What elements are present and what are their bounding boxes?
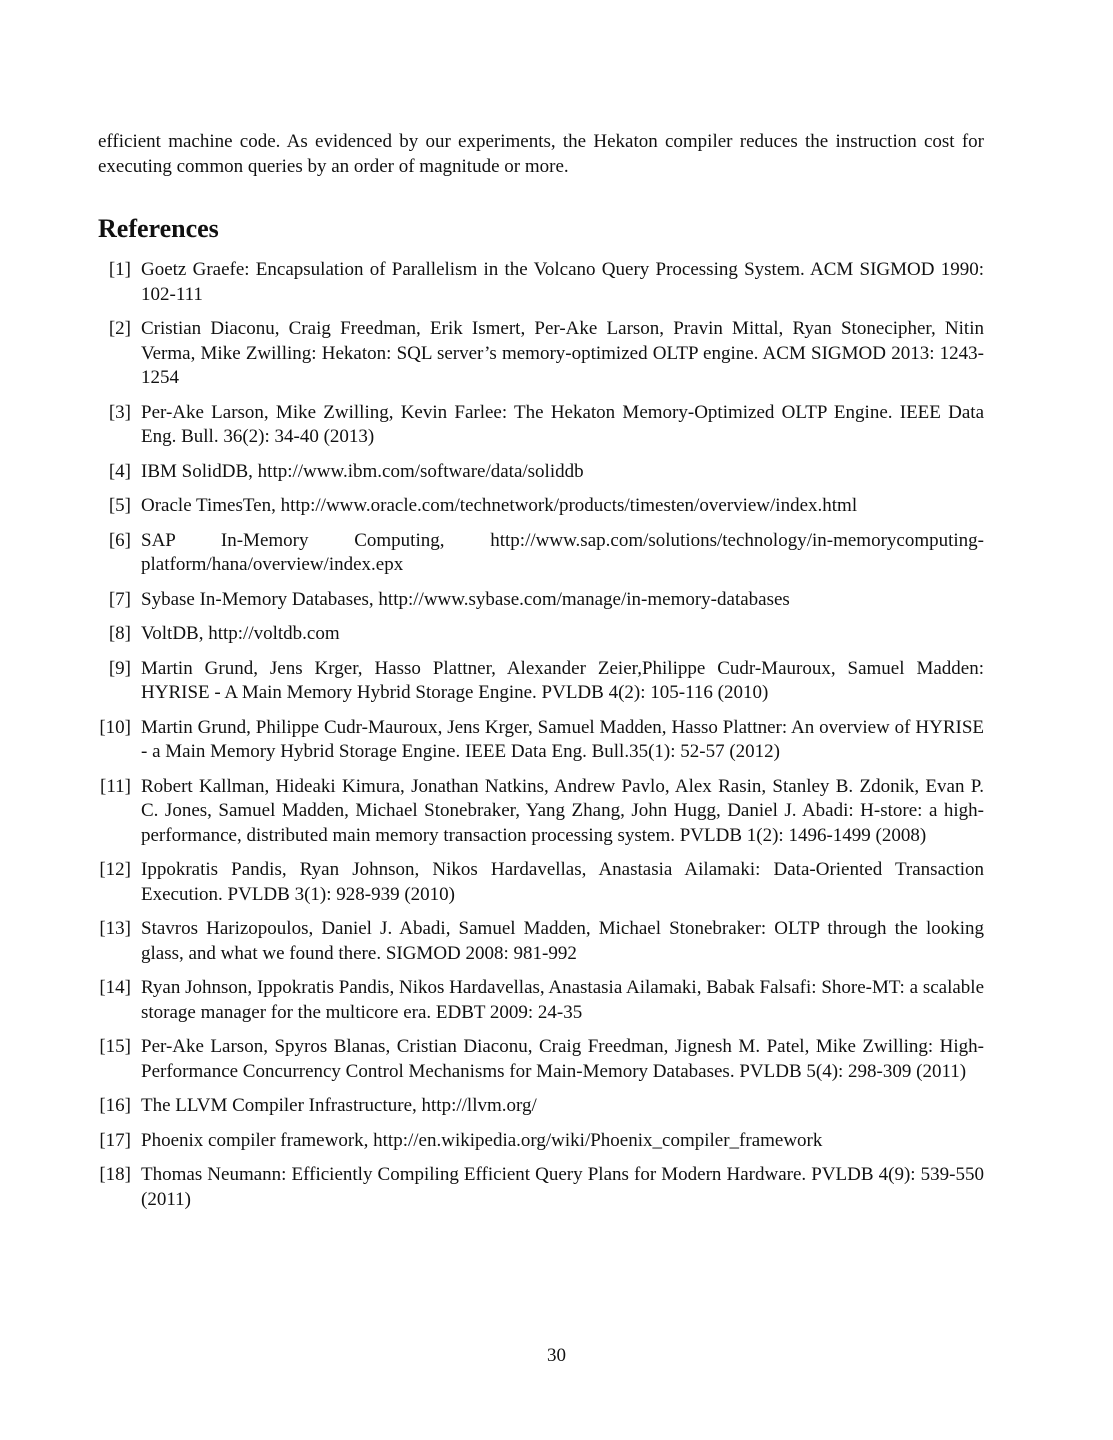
reference-number: [9] — [108, 657, 131, 679]
reference-item — [98, 716, 984, 765]
reference-item — [98, 917, 984, 966]
reference-number: [1] — [108, 259, 131, 280]
intro-paragraph: efficient machine code. As evidenced by our experiments, the Hekaton compiler reduces the instruction cost for executing common queries by an order of magnitude or more. — [98, 131, 984, 177]
reference-number: [18] — [99, 1164, 131, 1185]
reference-text: Martin Grund, Philippe Cudr-Mauroux, Jens Krger, Samuel Madden, Hasso Plattner: An overview of HYRISE - a Main Memory Hybrid Storage Engine. IEEE Data Eng. Bull.35(1): 52-57 (2012) — [141, 716, 984, 762]
reference-item — [98, 258, 984, 307]
reference-text: Cristian Diaconu, Craig Freedman, Erik Ismert, Per-Ake Larson, Pravin Mittal, Ryan Stonecipher, Nitin Verma, Mike Zwilling: Hekaton: SQL server’s memory-optimized OLTP engine. ACM SIGMOD 2013: 1243-1254 — [141, 318, 984, 388]
reference-item — [98, 622, 984, 647]
reference-list — [98, 258, 984, 1212]
reference-number: [13] — [99, 918, 131, 939]
reference-item — [98, 588, 984, 613]
page-number: 30 — [547, 1345, 566, 1366]
reference-number: [3] — [108, 401, 131, 423]
reference-item — [98, 317, 984, 391]
reference-number: [17] — [99, 1129, 131, 1151]
reference-text: VoltDB, http://voltdb.com — [141, 623, 340, 644]
reference-number: [10] — [99, 716, 131, 738]
reference-number: [4] — [108, 460, 131, 482]
reference-text: The LLVM Compiler Infrastructure, http://llvm.org/ — [141, 1095, 537, 1116]
reference-text: Phoenix compiler framework, http://en.wikipedia.org/wiki/Phoenix_compiler_framework — [141, 1129, 823, 1151]
reference-item — [98, 1129, 984, 1154]
reference-text: Goetz Graefe: Encapsulation of Parallelism in the Volcano Query Processing System. ACM SIGMOD 1990: 102-111 — [141, 259, 984, 305]
reference-number: [6] — [108, 529, 131, 551]
reference-text: Per-Ake Larson, Mike Zwilling, Kevin Farlee: The Hekaton Memory-Optimized OLTP Engine. IEEE Data Eng. Bull. 36(2): 34-40 (2013) — [141, 401, 984, 447]
reference-number: [15] — [99, 1036, 131, 1057]
page-content — [98, 130, 984, 1222]
references-heading: References — [98, 214, 219, 243]
reference-text: IBM SolidDB, http://www.ibm.com/software/data/soliddb — [141, 460, 584, 482]
reference-item — [98, 494, 984, 519]
reference-number: [2] — [108, 318, 131, 339]
reference-item — [98, 1163, 984, 1212]
reference-text: Thomas Neumann: Efficiently Compiling Efficient Query Plans for Modern Hardware. PVLDB 4(9): 539-550 (2011) — [141, 1164, 984, 1210]
reference-item — [98, 1035, 984, 1084]
reference-item — [98, 657, 984, 706]
reference-number: [16] — [99, 1095, 131, 1116]
reference-text: Stavros Harizopoulos, Daniel J. Abadi, Samuel Madden, Michael Stonebraker: OLTP through the looking glass, and what we found there. SIGMOD 2008: 981-992 — [141, 918, 984, 964]
reference-item — [98, 529, 984, 578]
reference-number: [14] — [99, 977, 131, 998]
reference-text: Per-Ake Larson, Spyros Blanas, Cristian Diaconu, Craig Freedman, Jignesh M. Patel, Mike Zwilling: High-Performance Concurrency Control Mechanisms for Main-Memory Databases. PVLDB 5(4): 298-309 (2011) — [141, 1036, 984, 1082]
reference-item — [98, 976, 984, 1025]
reference-number: [11] — [100, 775, 131, 797]
reference-text: Sybase In-Memory Databases, http://www.sybase.com/manage/in-memory-databases — [141, 588, 790, 610]
reference-text: SAP In-Memory Computing, http://www.sap.com/solutions/technology/in-memorycomputing-platform/hana/overview/index.epx — [141, 529, 984, 575]
reference-number: [12] — [99, 859, 131, 880]
reference-item — [98, 401, 984, 450]
reference-text: Oracle TimesTen, http://www.oracle.com/technetwork/products/timesten/overview/index.html — [141, 495, 858, 516]
reference-item — [98, 858, 984, 907]
reference-text: Ryan Johnson, Ippokratis Pandis, Nikos Hardavellas, Anastasia Ailamaki, Babak Falsafi: Shore-MT: a scalable storage manager for the multicore era. EDBT 2009: 24-35 — [141, 977, 984, 1023]
reference-text: Ippokratis Pandis, Ryan Johnson, Nikos Hardavellas, Anastasia Ailamaki: Data-Oriented Transaction Execution. PVLDB 3(1): 928-939 (2010) — [141, 859, 984, 905]
reference-number: [8] — [108, 623, 131, 644]
reference-item — [98, 1094, 984, 1119]
reference-item — [98, 775, 984, 849]
reference-number: [5] — [108, 495, 131, 516]
reference-text: Martin Grund, Jens Krger, Hasso Plattner, Alexander Zeier,Philippe Cudr-Mauroux, Samuel Madden: HYRISE - A Main Memory Hybrid Storage Engine. PVLDB 4(2): 105-116 (2010) — [141, 657, 984, 703]
reference-text: Robert Kallman, Hideaki Kimura, Jonathan Natkins, Andrew Pavlo, Alex Rasin, Stanley B. Zdonik, Evan P. C. Jones, Samuel Madden, Michael Stonebraker, Yang Zhang, John Hugg, Daniel J. Abadi: H-store: a high-performance, distributed main memory transaction processing system. PVLDB 1(2): 1496-1499 (2008) — [141, 775, 984, 846]
reference-item — [98, 460, 984, 485]
reference-number: [7] — [108, 588, 131, 610]
